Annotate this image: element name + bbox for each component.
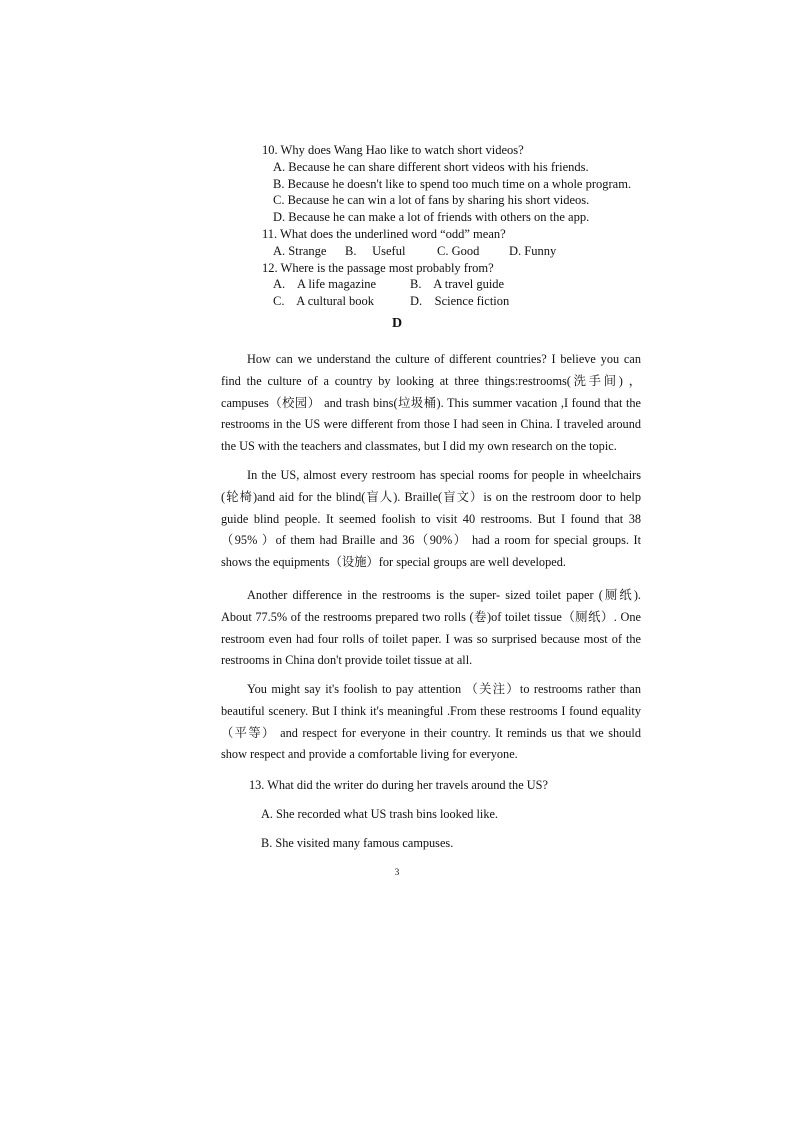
paragraph-text: In the US, almost every restroom has special rooms for people in wheelchairs (轮椅)and aid for the blind(盲人). Braille(盲文）is on the restroom door to help guide blind people. It seemed foolish to visit 40 restrooms. But I found that 38 （95% ）of them had Braille and 36（90%） had a room for special groups. It shows the equipments（设施）for special groups are well developed. [221,468,641,570]
paragraph-text: Another difference in the restrooms is the super- sized toilet paper (厕纸). About 77.5% of the restrooms prepared two rolls (卷)of toilet tissue（厕纸）. One restroom even had four rolls of toilet paper. I was so surprised because most of the restrooms in China don't provide toilet tissue at all. [221,588,641,668]
q11-option-a: A. Strange [273,243,327,258]
question-11: 11. What does the underlined word “odd” mean? [262,226,506,241]
passage-paragraph-1 [221,349,641,458]
question-10: 10. Why does Wang Hao like to watch short videos? [262,143,524,157]
q12-option-b: B. A travel guide [410,277,505,292]
q11-option-b: B. Useful [345,243,406,258]
paragraph-text: You might say it's foolish to pay attention （关注）to restrooms rather than beautiful scenery. But I think it's meaningful .From these restrooms I found equality（平等） and respect for everyone in their country. It reminds us that we should show respect and provide a comfortable living for everyone. [221,682,641,762]
q11-options [262,243,682,260]
paragraph-text: How can we understand the culture of different countries? I believe you can find the culture of a country by looking at three things:restrooms(洗手间) ，campuses（校园） and trash bins(垃圾桶). This summer vacation ,I found that the restrooms in the US were different from those I had seen in China. I traveled around the US with the teachers and classmates, but I did my own research on the topic. [221,352,641,454]
q13-option-a: A. She recorded what US trash bins looked like. [261,807,499,821]
page-number: 3 [394,867,400,877]
q10-option-c: C. Because he can win a lot of fans by sharing his short videos. [273,193,590,208]
q13-option-b: B. She visited many famous campuses. [261,836,454,850]
passage-paragraph-4 [221,679,641,766]
q10-option-b: B. Because he doesn't like to spend too much time on a whole program. [273,176,632,191]
passage-paragraph-3 [221,585,641,672]
q12-option-d: D. Science fiction [410,294,510,309]
q10-option-d: D. Because he can make a lot of friends with others on the app. [273,210,590,225]
q11-option-c: C. Good [437,243,480,258]
question-block-10-12 [262,142,682,310]
passage-paragraph-2 [221,465,641,574]
q12-option-a: A. A life magazine [273,277,377,292]
question-12: 12. Where is the passage most probably from? [262,260,494,275]
q12-option-c: C. A cultural book [273,294,375,309]
q11-option-d: D. Funny [509,243,557,258]
question-13: 13. What did the writer do during her travels around the US? [249,778,548,792]
section-heading: D [391,316,403,331]
q10-option-a: A. Because he can share different short videos with his friends. [273,159,589,174]
q12-options-row2 [262,293,682,310]
q12-options-row1 [262,276,682,293]
